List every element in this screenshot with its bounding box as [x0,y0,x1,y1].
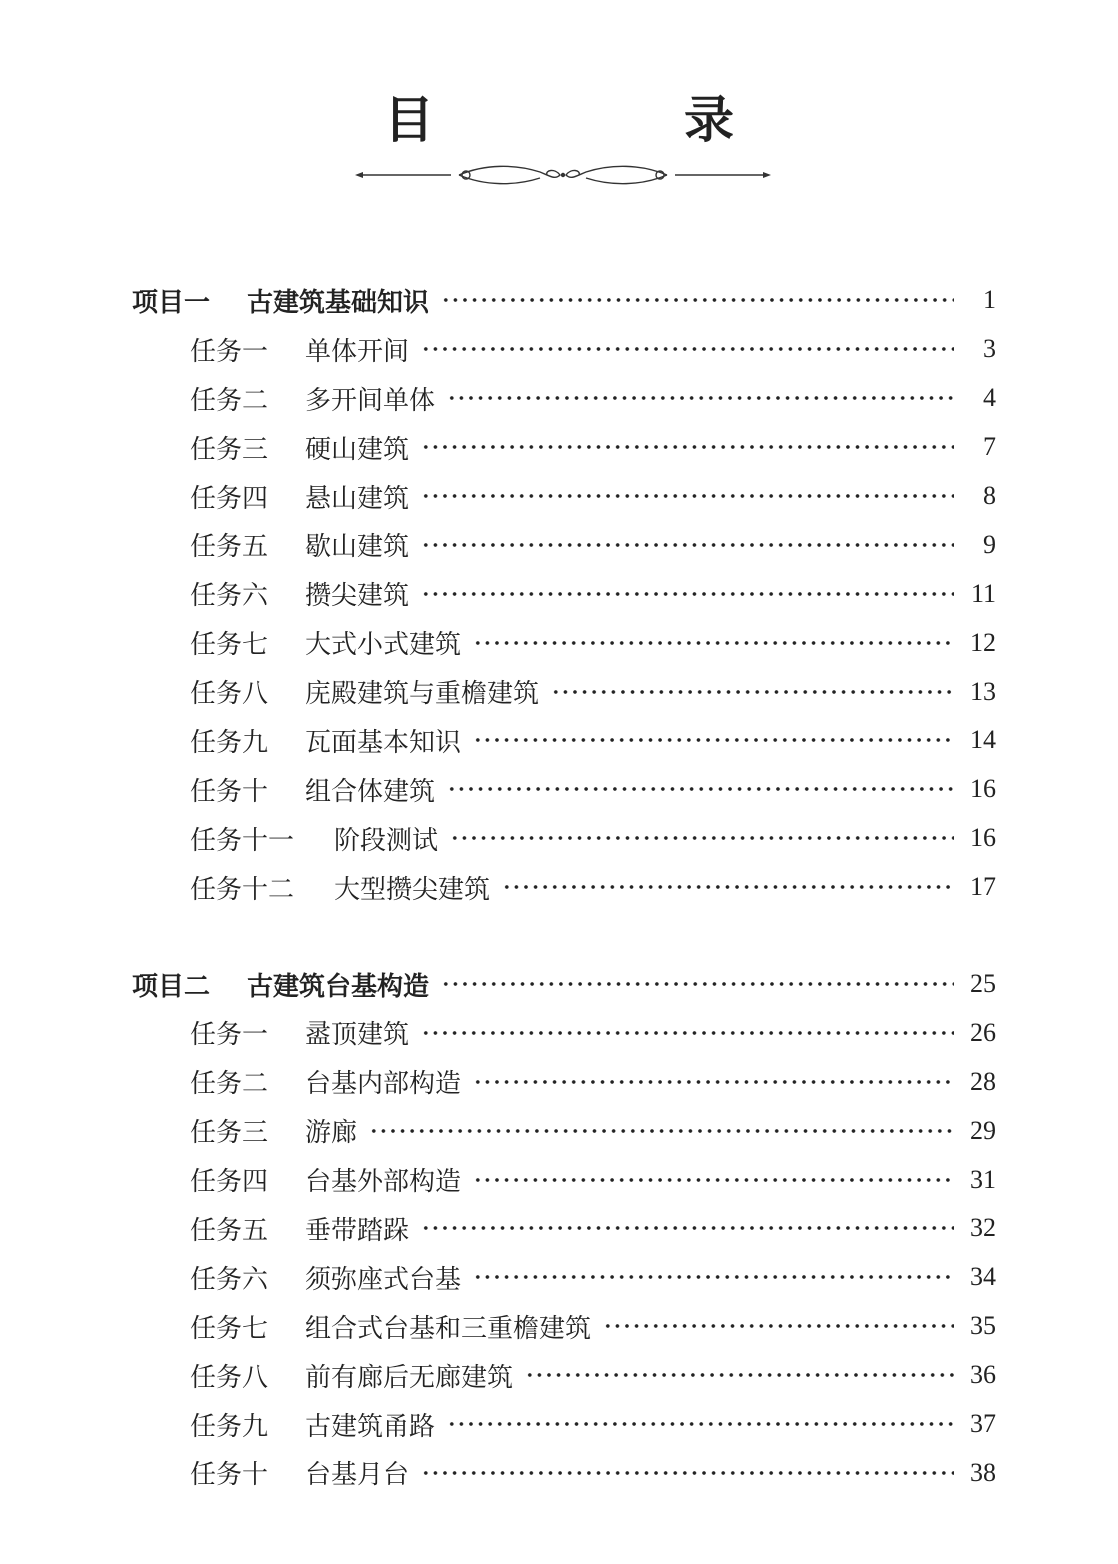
table-of-contents [132,276,996,1545]
entry-label: 任务一 [190,1020,269,1051]
toc-entry[interactable] [132,1057,996,1106]
toc-entry[interactable] [132,472,996,521]
entry-title: 单体开间 [305,336,410,367]
toc-entry[interactable] [132,1400,996,1449]
entry-title: 前有廊后无廊建筑 [305,1362,514,1393]
entry-page: 13 [970,676,996,706]
dot-leader [450,835,954,841]
dot-leader [421,1030,954,1036]
dot-leader [421,493,954,499]
entry-title: 组合式台基和三重檐建筑 [305,1313,592,1344]
toc-entry[interactable] [132,1302,996,1351]
entry-page: 16 [970,774,996,804]
toc-entry[interactable] [132,1204,996,1253]
entry-title: 古建筑台基构造 [247,971,430,1002]
entry-page: 11 [970,578,996,608]
dot-leader [447,1421,954,1427]
entry-title: 悬山建筑 [305,483,410,514]
entry-label: 任务二 [190,385,269,416]
entry-page: 29 [970,1115,996,1145]
entry-title: 攒尖建筑 [305,581,410,612]
entry-page: 16 [970,823,996,853]
entry-page: 35 [970,1311,996,1341]
entry-label: 项目一 [132,287,211,318]
entry-label: 任务六 [190,581,269,612]
dot-leader [502,884,954,890]
entry-page: 26 [970,1017,996,1047]
toc-entry[interactable] [132,1351,996,1400]
entry-title: 古建筑甬路 [305,1411,436,1442]
toc-entry[interactable] [132,1155,996,1204]
entry-label: 任务九 [190,727,269,758]
toc-entry[interactable] [132,863,996,912]
entry-label: 任务九 [190,1411,269,1442]
entry-label: 任务十二 [190,874,295,905]
page-title: 目 录 [384,90,834,149]
dot-leader [421,444,954,450]
dot-leader [473,1274,954,1280]
dot-leader [447,395,954,401]
entry-label: 任务二 [190,1069,269,1100]
entry-title: 盝顶建筑 [305,1020,410,1051]
toc-entry[interactable] [132,1106,996,1155]
entry-label: 任务三 [190,434,269,465]
dot-leader [421,346,954,352]
entry-label: 任务三 [190,1118,269,1149]
entry-label: 任务七 [190,630,269,661]
entry-page: 9 [983,529,996,559]
entry-page: 12 [970,627,996,657]
toc-entry[interactable] [132,423,996,472]
entry-label: 任务四 [190,483,269,514]
entry-title: 多开间单体 [305,385,436,416]
entry-page: 14 [970,725,996,755]
entry-title: 游廊 [305,1118,358,1149]
dot-leader [603,1323,954,1329]
entry-page: 3 [983,334,996,364]
entry-page: 4 [983,383,996,413]
entry-label: 任务六 [190,1264,269,1295]
entry-title: 台基内部构造 [305,1069,462,1100]
dot-leader [473,1079,954,1085]
dot-leader [421,1225,954,1231]
entry-title: 台基外部构造 [305,1167,462,1198]
entry-page: 7 [983,432,996,462]
toc-entry[interactable] [132,667,996,716]
entry-title: 垂带踏跺 [305,1215,410,1246]
entry-title: 大型攒尖建筑 [334,874,491,905]
entry-page: 31 [970,1164,996,1194]
dot-leader [473,1177,954,1183]
toc-entry[interactable] [132,1008,996,1057]
entry-title: 组合体建筑 [305,776,436,807]
entry-title: 阶段测试 [334,825,439,856]
entry-page: 38 [970,1457,996,1487]
dot-leader [441,297,954,303]
entry-title: 须弥座式台基 [305,1264,462,1295]
entry-title: 硬山建筑 [305,434,410,465]
entry-label: 任务八 [190,679,269,710]
dot-leader [441,981,954,987]
entry-page: 25 [970,969,996,999]
entry-page: 32 [970,1213,996,1243]
toc-entry[interactable] [132,765,996,814]
entry-label: 任务八 [190,1362,269,1393]
entry-label: 任务五 [190,532,269,563]
toc-entry[interactable] [132,1448,996,1497]
entry-title: 台基月台 [305,1460,410,1491]
entry-title: 大式小式建筑 [305,630,462,661]
dot-leader [473,640,954,646]
toc-entry[interactable] [132,374,996,423]
toc-entry[interactable] [132,325,996,374]
entry-label: 任务十一 [190,825,295,856]
entry-label: 任务十 [190,1460,269,1491]
toc-entry[interactable] [132,1253,996,1302]
dot-leader [473,737,954,743]
entry-page: 8 [983,481,996,510]
toc-entry[interactable] [132,716,996,765]
entry-label: 任务七 [190,1313,269,1344]
toc-entry[interactable] [132,618,996,667]
entry-label: 任务四 [190,1167,269,1198]
dot-leader [421,1470,954,1476]
dot-leader [447,786,954,792]
toc-section-1 [132,276,996,912]
dot-leader [369,1128,954,1134]
entry-label: 任务五 [190,1215,269,1246]
dot-leader [551,689,954,695]
entry-page: 34 [970,1262,996,1292]
dot-leader [421,591,954,597]
entry-label: 任务一 [190,336,269,367]
entry-page: 1 [983,285,996,315]
entry-title: 古建筑基础知识 [247,287,430,318]
entry-page: 28 [970,1066,996,1096]
entry-title: 歇山建筑 [305,532,410,563]
toc-entry[interactable] [132,520,996,569]
entry-page: 37 [970,1409,996,1439]
entry-page: 36 [970,1360,996,1390]
toc-entry[interactable] [132,569,996,618]
entry-title: 瓦面基本知识 [305,727,462,758]
toc-entry[interactable] [132,960,996,1009]
toc-entry[interactable] [132,276,996,325]
entry-label: 任务十 [190,776,269,807]
dot-leader [525,1372,954,1378]
entry-title: 庑殿建筑与重檐建筑 [305,679,540,710]
entry-page: 17 [970,872,996,902]
entry-label: 项目二 [132,971,211,1002]
dot-leader [421,542,954,548]
toc-entry[interactable] [132,814,996,863]
ornament-divider [355,158,771,192]
toc-section-2 [132,960,996,1498]
